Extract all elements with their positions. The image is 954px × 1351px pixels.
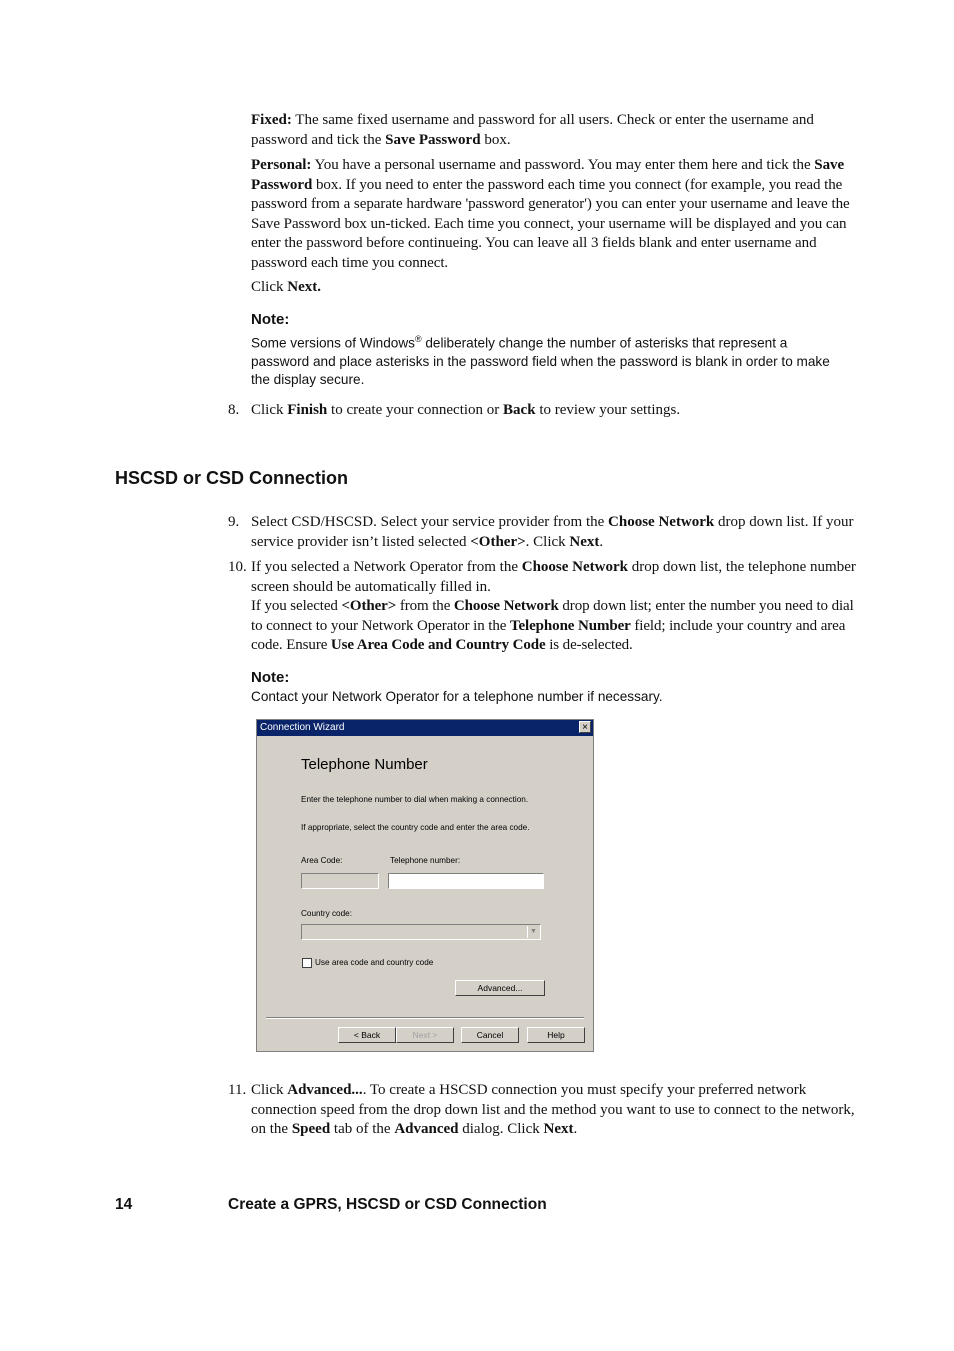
step10-t7: is de-selected. (545, 637, 633, 653)
step8-back: Back (503, 402, 536, 418)
dialog-separator (266, 1017, 584, 1019)
dialog-title: Connection Wizard (260, 722, 345, 733)
step11-t4: dialog. Click (458, 1121, 544, 1137)
step11-t1: Click (251, 1082, 288, 1098)
step10-t5: drop down list; enter the number you need to dial to connect to your Network Operator in the (251, 598, 854, 634)
country-code-label: Country code: (301, 909, 352, 918)
step11-text (251, 1081, 866, 1140)
step11-next: Next (543, 1121, 574, 1137)
fixed-lead: Fixed: (251, 112, 292, 128)
note2-heading: Note: (251, 669, 290, 686)
dialog-heading: Telephone Number (301, 756, 428, 773)
step9-other: <Other> (470, 533, 526, 550)
cancel-button[interactable]: Cancel (461, 1027, 519, 1043)
note1-text-a: Some versions of Windows (251, 335, 415, 351)
step9-t2: drop down list. If your service provider isn’t listed selected (251, 514, 854, 550)
note1-text (251, 330, 831, 389)
step10-use-area-code: Use Area Code and Country Code (330, 637, 546, 653)
step11-t2: . To create a HSCSD connection you must specify your preferred network connection speed from the drop down list and the method you want to use to connect to the network, on the (251, 1082, 855, 1137)
click-next-bold: Next. (287, 279, 321, 295)
note1-text-b: deliberately change the number of asterisks that represent a password and place asterisks in the password field when the password is blank in order to make the display secure. (251, 335, 830, 387)
step10-t2: drop down list, the telephone number screen should be automatically filled in. (251, 559, 856, 595)
step9-t1: Select CSD/HSCSD. Select your service provider from the (251, 514, 609, 530)
telephone-number-input[interactable] (388, 873, 544, 889)
help-button[interactable]: Help (527, 1027, 585, 1043)
step9-next: Next (569, 533, 600, 550)
fixed-save-password: Save Password (385, 131, 481, 148)
area-code-input[interactable] (301, 873, 379, 889)
step10-t3: If you selected (251, 598, 342, 614)
connection-wizard-dialog (256, 719, 594, 1052)
step10-t1: If you selected a Network Operator from the (251, 559, 522, 575)
step10-t4: from the (396, 598, 454, 614)
step8-text (251, 401, 866, 421)
personal-paragraph (251, 156, 866, 273)
use-area-code-checkbox[interactable] (302, 958, 312, 968)
step8-number: 8. (228, 402, 240, 418)
personal-save-password: Save Password (251, 157, 845, 193)
telephone-number-label: Telephone number: (390, 856, 461, 865)
footer-title: Create a GPRS, HSCSD or CSD Connection (228, 1196, 547, 1213)
step11-speed: Speed (291, 1121, 331, 1137)
next-button[interactable]: Next > (396, 1027, 454, 1043)
personal-lead: Personal: (251, 157, 312, 173)
step9-text (251, 513, 866, 552)
registered-mark: ® (414, 334, 422, 344)
section-title: HSCSD or CSD Connection (115, 468, 349, 488)
dialog-line1: Enter the telephone number to dial when making a connection. (301, 795, 529, 804)
step11-advanced: Advanced... (287, 1082, 363, 1098)
step8-t1: Click (251, 402, 288, 418)
click-next-paragraph (251, 278, 866, 298)
fixed-text-end: box. (480, 131, 511, 148)
step11-advanced-2: Advanced (394, 1121, 459, 1137)
personal-text: You have a personal username and password. You may enter them here and tick the (311, 157, 815, 173)
step9-t4: . (599, 533, 604, 550)
personal-text-end: box. If you need to enter the password each time you connect (for example, you read the password from a separate hardware 'password generator') you can enter your username and leave the Save Password box un-ticked. Each time you connect, your username will be displayed and you can enter the password before continueing. You can leave all 3 fields blank and enter username and password each time you connect. (251, 176, 850, 271)
step10-text-b (251, 597, 866, 656)
step9-number: 9. (228, 514, 240, 530)
note2-text: Contact your Network Operator for a telephone number if necessary. (251, 689, 663, 704)
step10-choose-network: Choose Network (521, 559, 628, 575)
note1-heading: Note: (251, 311, 290, 328)
advanced-button[interactable]: Advanced... (455, 980, 545, 996)
step8-t3: to review your settings. (535, 402, 681, 418)
page-number: 14 (115, 1196, 133, 1213)
step11-t5: . (573, 1121, 578, 1137)
step10-text-a (251, 558, 866, 597)
step10-other: <Other> (341, 598, 397, 614)
step10-choose-network-2: Choose Network (453, 598, 559, 614)
step11-number: 11. (228, 1082, 247, 1098)
step8-finish: Finish (287, 402, 328, 418)
click-next-text: Click (251, 279, 288, 295)
step9-t3: . Click (525, 533, 570, 550)
chevron-down-icon[interactable]: ▼ (527, 926, 539, 938)
dialog-titlebar (257, 720, 593, 736)
step9-choose-network: Choose Network (608, 514, 715, 530)
step10-telephone-number: Telephone Number (509, 617, 631, 634)
use-area-code-label: Use area code and country code (315, 958, 434, 967)
step10-t6: field; include your country and area code. Ensure (251, 617, 846, 653)
fixed-text: The same fixed username and password for all users. Check or enter the username and password and tick the (251, 112, 814, 148)
fixed-paragraph (251, 111, 866, 150)
step8-t2: to create your connection or (327, 402, 504, 418)
area-code-label: Area Code: (301, 856, 343, 865)
close-icon[interactable]: × (579, 721, 591, 733)
dialog-line2: If appropriate, select the country code and enter the area code. (301, 823, 530, 832)
back-button[interactable]: < Back (338, 1027, 396, 1043)
step11-t3: tab of the (330, 1121, 395, 1137)
country-code-select[interactable] (301, 924, 541, 940)
step10-number: 10. (228, 559, 247, 575)
